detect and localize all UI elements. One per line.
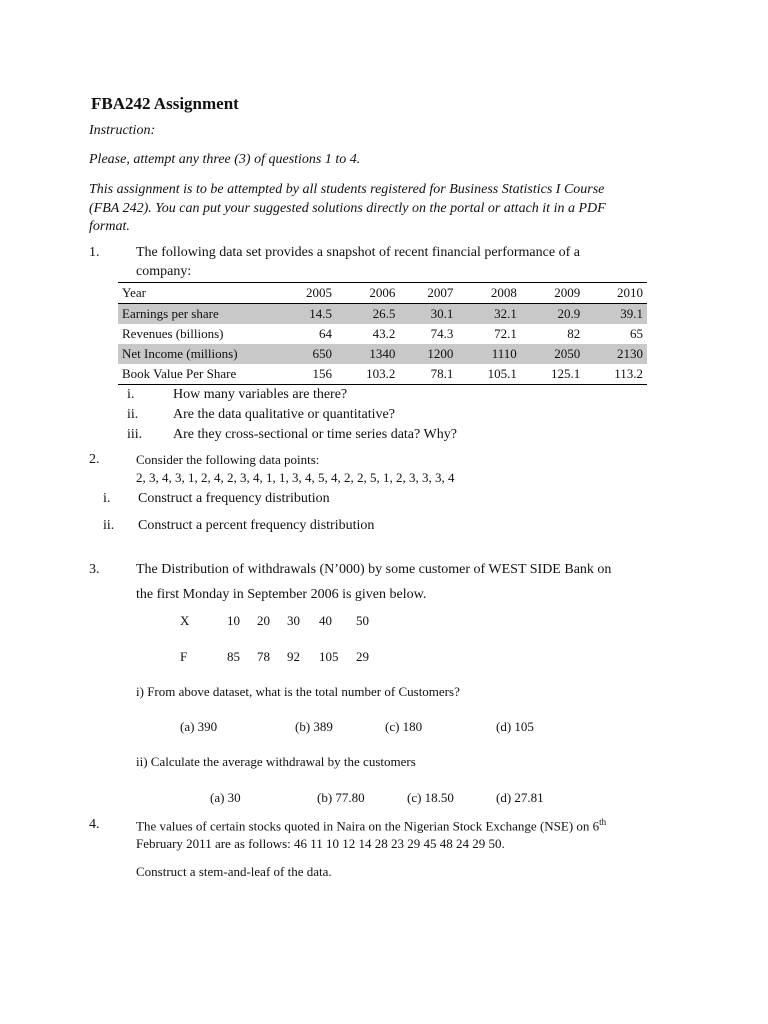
q3-sub-2-option-a: (a) 30	[210, 790, 241, 805]
table-cell: 65	[630, 326, 643, 341]
table-cell: 650	[278, 344, 336, 364]
table-cell: 20.9	[521, 304, 584, 325]
note-line-1: This assignment is to be attempted by all students registered for Business Statistics I Course	[89, 182, 605, 197]
table-cell: 78.1	[430, 366, 454, 381]
f-value: 92	[287, 649, 300, 664]
x-value: 20	[257, 613, 270, 628]
f-value: 105	[319, 649, 339, 664]
table-cell: Net Income (millions)	[118, 344, 278, 364]
q1-sub-3-num: iii.	[127, 427, 143, 442]
q2-text: Consider the following data points:	[136, 452, 320, 467]
instruction-line: Please, attempt any three (3) of questions 1 to 4.	[89, 152, 361, 167]
table-cell: 125.1	[551, 366, 581, 381]
f-value: 78	[257, 649, 270, 664]
table-header-cell: 2010	[584, 283, 647, 304]
table-row	[118, 364, 647, 385]
q3-sub-1-option-b: (b) 389	[295, 719, 333, 734]
note-line-3: format.	[89, 219, 130, 234]
q3-sub-2-option-d: (d) 27.81	[496, 790, 544, 805]
q3-sub-1: i) From above dataset, what is the total number of Customers?	[136, 684, 460, 699]
q3-sub-1-option-c: (c) 180	[385, 719, 423, 734]
q1-sub-1-num: i.	[127, 387, 135, 402]
table-row	[118, 324, 647, 344]
table-cell: Revenues (billions)	[122, 326, 224, 341]
q1-sub-1-text: How many variables are there?	[173, 387, 348, 402]
q1-number: 1.	[89, 245, 100, 260]
q3-text-line-2: the first Monday in September 2006 is given below.	[136, 587, 427, 602]
q1-sub-3-text: Are they cross-sectional or time series data? Why?	[173, 427, 457, 442]
q3-sub-2: ii) Calculate the average withdrawal by the customers	[136, 754, 416, 769]
f-value: 85	[227, 649, 240, 664]
q3-sub-1-option-a: (a) 390	[180, 719, 218, 734]
table-cell: 103.2	[366, 366, 396, 381]
f-value: 29	[356, 649, 369, 664]
q3-text-line-1: The Distribution of withdrawals (N’000) by some customer of WEST SIDE Bank on	[136, 562, 612, 577]
table-header-cell: 2006	[336, 283, 399, 304]
table-cell: 30.1	[399, 304, 457, 325]
x-row-label: X	[180, 613, 190, 628]
table-row	[118, 344, 647, 364]
q2-sub-2-text: Construct a percent frequency distribution	[138, 518, 375, 533]
table-cell: 156	[312, 366, 332, 381]
q4-text-line-1	[136, 817, 606, 834]
table-header-cell: 2009	[521, 283, 584, 304]
note-line-2: (FBA 242). You can put your suggested solutions directly on the portal or attach it in a PDF	[89, 201, 606, 216]
q4-number: 4.	[89, 817, 100, 832]
table-header-cell: 2005	[278, 283, 336, 304]
instruction-label: Instruction:	[89, 123, 156, 138]
q2-number: 2.	[89, 452, 100, 467]
q3-sub-2-option-c: (c) 18.50	[407, 790, 454, 805]
table-cell: 26.5	[336, 304, 399, 325]
table-header-row	[118, 283, 647, 304]
table-cell: 1200	[399, 344, 457, 364]
page-title: FBA242 Assignment	[91, 94, 239, 113]
table-cell: 72.1	[494, 326, 517, 341]
table-cell: 39.1	[584, 304, 647, 325]
q3-sub-1-option-d: (d) 105	[496, 719, 534, 734]
q1-sub-2-num: ii.	[127, 407, 139, 422]
q2-data-points: 2, 3, 4, 3, 1, 2, 4, 2, 3, 4, 1, 1, 3, 4, 5, 4, 2, 2, 5, 1, 2, 3, 3, 3, 4	[136, 470, 455, 485]
x-value: 30	[287, 613, 300, 628]
q1-text-line-2: company:	[136, 264, 192, 279]
table-cell: 2130	[584, 344, 647, 364]
table-cell: 74.3	[430, 326, 454, 341]
table-cell: 1110	[457, 344, 520, 364]
table-header-cell: 2007	[399, 283, 457, 304]
x-value: 10	[227, 613, 240, 628]
table-cell: 1340	[336, 344, 399, 364]
table-cell: 64	[318, 326, 332, 341]
q3-sub-2-option-b: (b) 77.80	[317, 790, 365, 805]
q2-sub-2-num: ii.	[103, 518, 115, 533]
f-row-label: F	[180, 649, 188, 664]
q4-text-line-1-main: The values of certain stocks quoted in Naira on the Nigerian Stock Exchange (NSE) on 6	[136, 818, 600, 834]
x-value: 50	[356, 613, 369, 628]
x-value: 40	[319, 613, 332, 628]
q4-text-line-3: Construct a stem-and-leaf of the data.	[136, 864, 332, 879]
q3-number: 3.	[89, 562, 100, 577]
q1-sub-2-text: Are the data qualitative or quantitative?	[173, 407, 395, 422]
table-cell: 113.2	[614, 366, 643, 381]
table-cell: 2050	[521, 344, 584, 364]
q2-sub-1-text: Construct a frequency distribution	[138, 491, 330, 506]
q2-sub-1-num: i.	[103, 491, 111, 506]
table-cell: 32.1	[457, 304, 520, 325]
table-header-cell: Year	[118, 283, 278, 304]
q4-text-line-2: February 2011 are as follows: 46 11 10 12 14 28 23 29 45 48 24 29 50.	[136, 836, 505, 851]
table-cell: Book Value Per Share	[122, 366, 237, 381]
q1-text-line-1: The following data set provides a snapshot of recent financial performance of a	[136, 245, 580, 260]
ordinal-suffix: th	[599, 817, 607, 827]
table-cell: 82	[567, 326, 581, 341]
table-header-cell: 2008	[457, 283, 520, 304]
financial-table	[118, 282, 647, 385]
table-row	[118, 304, 647, 325]
table-cell: 43.2	[372, 326, 396, 341]
table-cell: Earnings per share	[118, 304, 278, 325]
table-cell: 14.5	[278, 304, 336, 325]
table-cell: 105.1	[487, 366, 517, 381]
